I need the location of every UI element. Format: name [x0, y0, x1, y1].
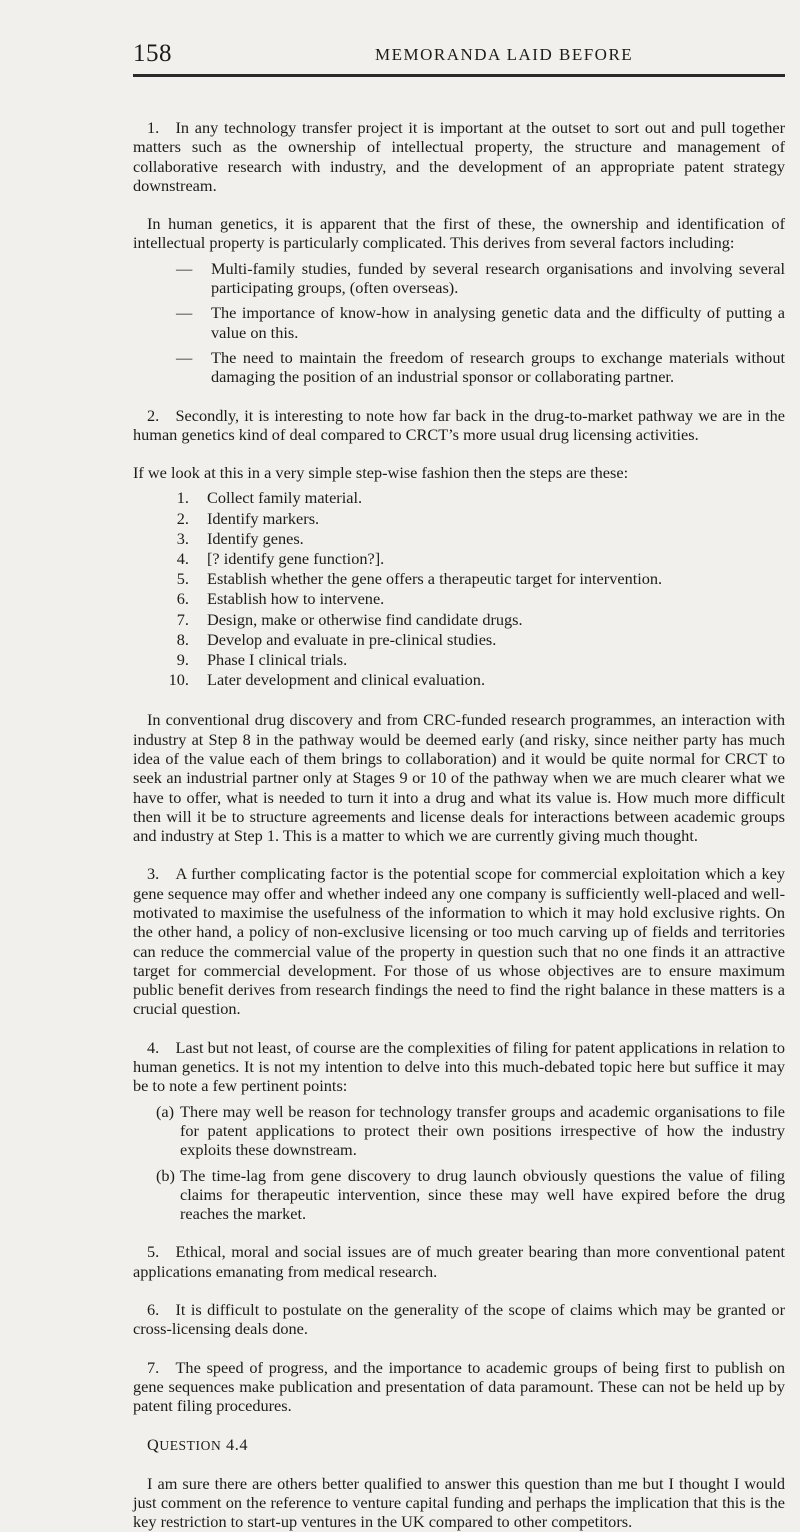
step-number: 1. — [176, 488, 189, 508]
paragraph-answer: I am sure there are others better qualified to answer this question than me but I thought I would just comment on the reference to venture capital funding and perhaps the implication that this is the key restriction to start-up ventures in the UK compared to other competitors. — [133, 1473, 785, 1532]
paragraph-6: 6. It is difficult to postulate on the generality of the scope of claims which may be granted or cross-licensing deals done. — [133, 1300, 785, 1339]
step-number: 10. — [168, 670, 189, 690]
paragraph-4: 4. Last but not least, of course are the complexities of filing for patent applications in relation to human genetics. It is not my intention to delve into this much-debated topic here but suffice it may be to note a few pertinent points: — [133, 1037, 785, 1096]
paragraph-1: 1. In any technology transfer project it is important at the outset to sort out and pull together matters such as the ownership of intellectual property, the structure and management of collaborative research with industry, and the development of an appropriate patent strategy downstream. — [133, 118, 785, 195]
step-text: [? identify gene function?]. — [207, 549, 385, 569]
steps-intro: If we look at this in a very simple step-wise fashion then the steps are these: — [133, 463, 629, 483]
step-item — [133, 670, 785, 690]
patent-point — [157, 1102, 785, 1160]
factor-text: The importance of know-how in analysing genetic data and the difficulty of putting a value on this. — [211, 303, 785, 342]
factor-item — [133, 348, 785, 387]
point-text: There may well be reason for technology transfer groups and academic organisations to file for patent applications to protect their own positions irrespective of how the industry exploits these downstream. — [180, 1101, 785, 1160]
step-text: Establish whether the gene offers a therapeutic target for intervention. — [207, 569, 663, 589]
question-initial: Q — [147, 1434, 160, 1454]
question-number: 4.4 — [225, 1434, 249, 1454]
step-number: 8. — [176, 629, 189, 649]
step-item — [133, 488, 785, 508]
running-title: MEMORANDA LAID BEFORE — [375, 45, 634, 64]
step-number: 3. — [176, 528, 189, 548]
step-item — [133, 509, 785, 529]
factor-text: Multi-family studies, funded by several research organisations and involving several participating groups, (often overseas). — [211, 258, 785, 298]
page-number: 158 — [133, 40, 172, 67]
step-item — [133, 589, 785, 609]
step-number: 4. — [176, 549, 189, 569]
point-text: The time-lag from gene discovery to drug launch obviously questions the value of filing claims for therapeutic intervention, since these may well have expired before the drug reaches the market. — [180, 1165, 785, 1224]
step-text: Identify genes. — [207, 528, 304, 548]
page-header — [133, 40, 785, 77]
step-item — [133, 630, 785, 650]
dash-mark: — — [176, 258, 193, 278]
paragraph-intro-factors: In human genetics, it is apparent that the first of these, the ownership and identification of intellectual property is particularly complicated. This derives from several factors including: — [133, 214, 785, 253]
step-number: 7. — [176, 609, 189, 629]
step-text: Identify markers. — [207, 508, 320, 528]
question-heading — [133, 1435, 785, 1455]
point-marker: (a) — [156, 1101, 175, 1121]
step-item — [133, 650, 785, 670]
step-item — [133, 610, 785, 630]
steps-list — [133, 488, 785, 690]
step-text: Develop and evaluate in pre-clinical studies. — [207, 629, 497, 649]
factor-item — [133, 259, 785, 298]
step-number: 2. — [176, 508, 189, 528]
factor-text: The need to maintain the freedom of research groups to exchange materials without damaging the position of an industrial sponsor or collaborating partner. — [211, 347, 785, 387]
paragraph-2: 2. Secondly, it is interesting to note how far back in the drug-to-market pathway we are in the human genetics kind of deal compared to CRCT’s more usual drug licensing activities. — [133, 405, 785, 444]
step-number: 5. — [176, 569, 189, 589]
paragraph-conventional-discovery: In conventional drug discovery and from CRC-funded research programmes, an interaction with industry at Step 8 in the pathway would be deemed early (and risky, since neither party has much idea of the value each of them brings to collaboration) and it would be quite normal for CRCT to seek an industrial partner only at Stages 9 or 10 of the pathway when we are much clearer what we have to offer, what is needed to turn it into a drug and what its value is. How much more difficult then will it be to structure agreements and license deals for interactions between academic groups and industry at Step 1. This is a matter to which we are currently giving much thought. — [133, 710, 785, 846]
step-text: Collect family material. — [207, 488, 363, 508]
step-number: 6. — [176, 589, 189, 609]
paragraph-7: 7. The speed of progress, and the importance to academic groups of being first to publish on gene sequences make publication and presentation of data paramount. These can not be held up by patent filing procedures. — [133, 1357, 785, 1416]
step-text: Phase I clinical trials. — [207, 649, 348, 669]
patent-point — [157, 1166, 785, 1224]
dash-mark: — — [176, 303, 193, 323]
step-number: 9. — [176, 649, 189, 669]
step-item — [133, 569, 785, 589]
step-item — [133, 529, 785, 549]
question-word: UESTION — [159, 1437, 222, 1453]
point-marker: (b) — [156, 1165, 175, 1185]
paragraph-5: 5. Ethical, moral and social issues are of much greater bearing than more conventional patent applications emanating from medical research. — [133, 1242, 785, 1281]
step-text: Later development and clinical evaluation. — [207, 670, 486, 690]
page-body — [133, 118, 785, 1532]
step-text: Design, make or otherwise find candidate drugs. — [207, 609, 523, 629]
dash-mark: — — [176, 347, 193, 367]
paragraph-3: 3. A further complicating factor is the potential scope for commercial exploitation which a key gene sequence may offer and whether indeed any one company is sufficiently well-placed and well-motivated to maximise the usefulness of the information to which it may hold exclusive rights. On the other hand, a policy of non-exclusive licensing or too much carving up of fields and territories can reduce the commercial value of the property in question such that no one finds it an attractive target for commercial development. For those of us whose objectives are to ensure maximum public benefit derives from research findings the need to find the right balance in these matters is a crucial question. — [133, 864, 785, 1019]
step-item — [133, 549, 785, 569]
factor-item — [133, 303, 785, 342]
step-text: Establish how to intervene. — [207, 589, 385, 609]
